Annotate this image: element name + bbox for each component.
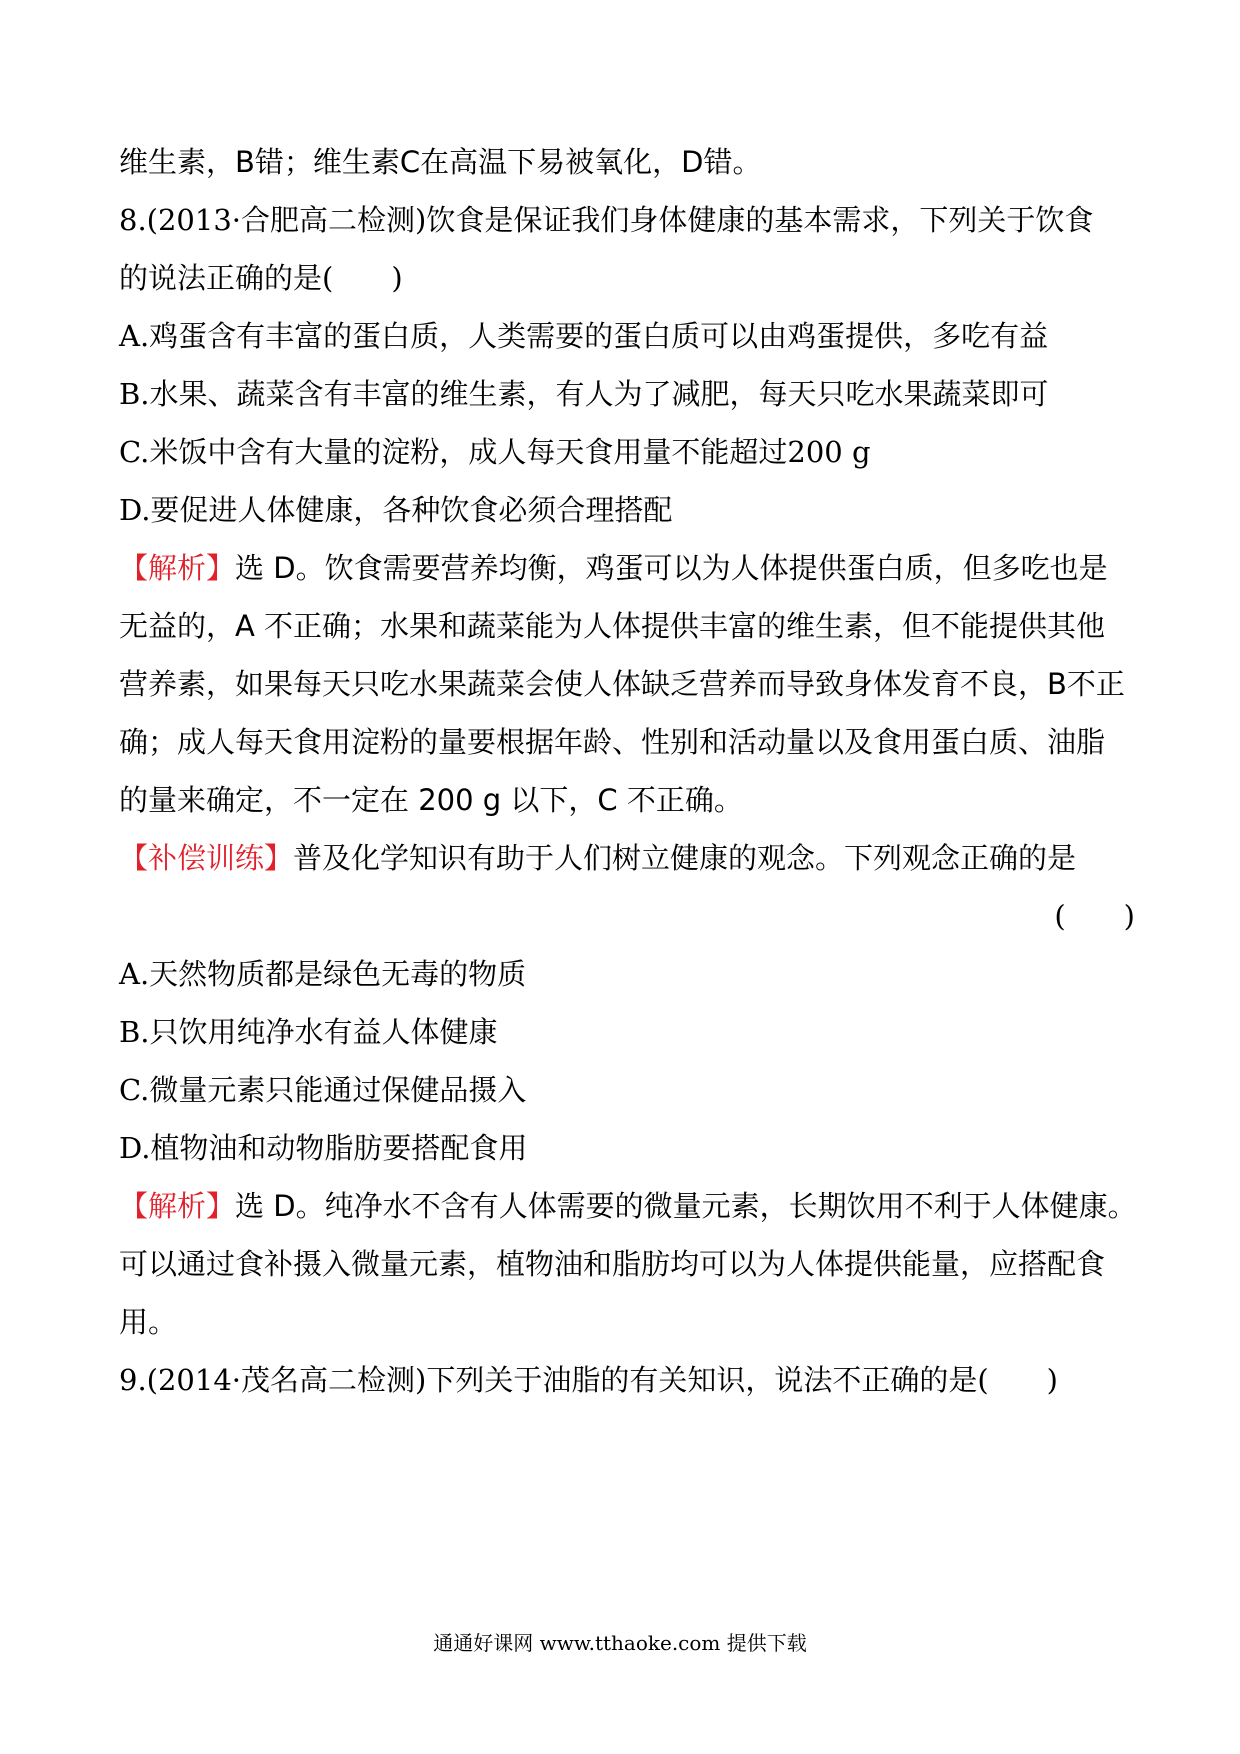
question-8-stem-cont: 的说法正确的是( ): [119, 261, 403, 295]
analysis-text: 选 D。纯净水不含有人体需要的微量元素，长期饮用不利于人体健康。: [235, 1189, 1137, 1223]
analysis-line: 无益的，A 不正确；水果和蔬菜能为人体提供丰富的维生素，但不能提供其他: [119, 609, 1106, 643]
analysis-line: 营养素，如果每天只吃水果蔬菜会使人体缺乏营养而导致身体发育不良，B不正: [119, 667, 1125, 701]
option-b: B.只饮用纯净水有益人体健康: [119, 1015, 498, 1049]
question-9-stem: 9.(2014·茂名高二检测)下列关于油脂的有关知识，说法不正确的是( ): [119, 1363, 1058, 1397]
option-b: B.水果、蔬菜含有丰富的维生素，有人为了减肥，每天只吃水果蔬菜即可: [119, 377, 1049, 411]
analysis-line: 的量来确定，不一定在 200 g 以下，C 不正确。: [119, 783, 743, 817]
option-d: D.植物油和动物脂肪要搭配食用: [119, 1131, 528, 1165]
analysis-tag: 【解析】: [119, 551, 236, 585]
supplement-line: [119, 838, 1180, 878]
analysis-line: [119, 548, 1180, 588]
option-a: A.天然物质都是绿色无毒的物质: [119, 957, 527, 991]
option-d: D.要促进人体健康，各种饮食必须合理搭配: [119, 493, 673, 527]
analysis-line: 确；成人每天食用淀粉的量要根据年龄、性别和活动量以及食用蛋白质、油脂: [119, 725, 1106, 759]
question-8-stem: 8.(2013·合肥高二检测)饮食是保证我们身体健康的基本需求，下列关于饮食: [119, 203, 1094, 237]
analysis-line: 用。: [119, 1305, 178, 1339]
analysis-text: 选 D。饮食需要营养均衡，鸡蛋可以为人体提供蛋白质，但多吃也是: [235, 551, 1108, 585]
footer-text: 通通好课网 www.tthaoke.com 提供下载: [433, 1631, 807, 1655]
supplement-tag: 【补偿训练】: [119, 841, 294, 875]
analysis-line: [119, 1186, 1180, 1226]
supplement-question: 普及化学知识有助于人们树立健康的观念。下列观念正确的是: [293, 841, 1077, 875]
text-line: 维生素，B错；维生素C在高温下易被氧化，D错。: [119, 145, 762, 179]
option-c: C.米饭中含有大量的淀粉，成人每天食用量不能超过200 g: [119, 435, 871, 469]
answer-paren: ( ): [1054, 899, 1135, 933]
option-c: C.微量元素只能通过保健品摄入: [119, 1073, 527, 1107]
analysis-tag: 【解析】: [119, 1189, 236, 1223]
analysis-line: 可以通过食补摄入微量元素，植物油和脂肪均可以为人体提供能量，应搭配食: [119, 1247, 1106, 1281]
option-a: A.鸡蛋含有丰富的蛋白质，人类需要的蛋白质可以由鸡蛋提供，多吃有益: [119, 319, 1049, 353]
